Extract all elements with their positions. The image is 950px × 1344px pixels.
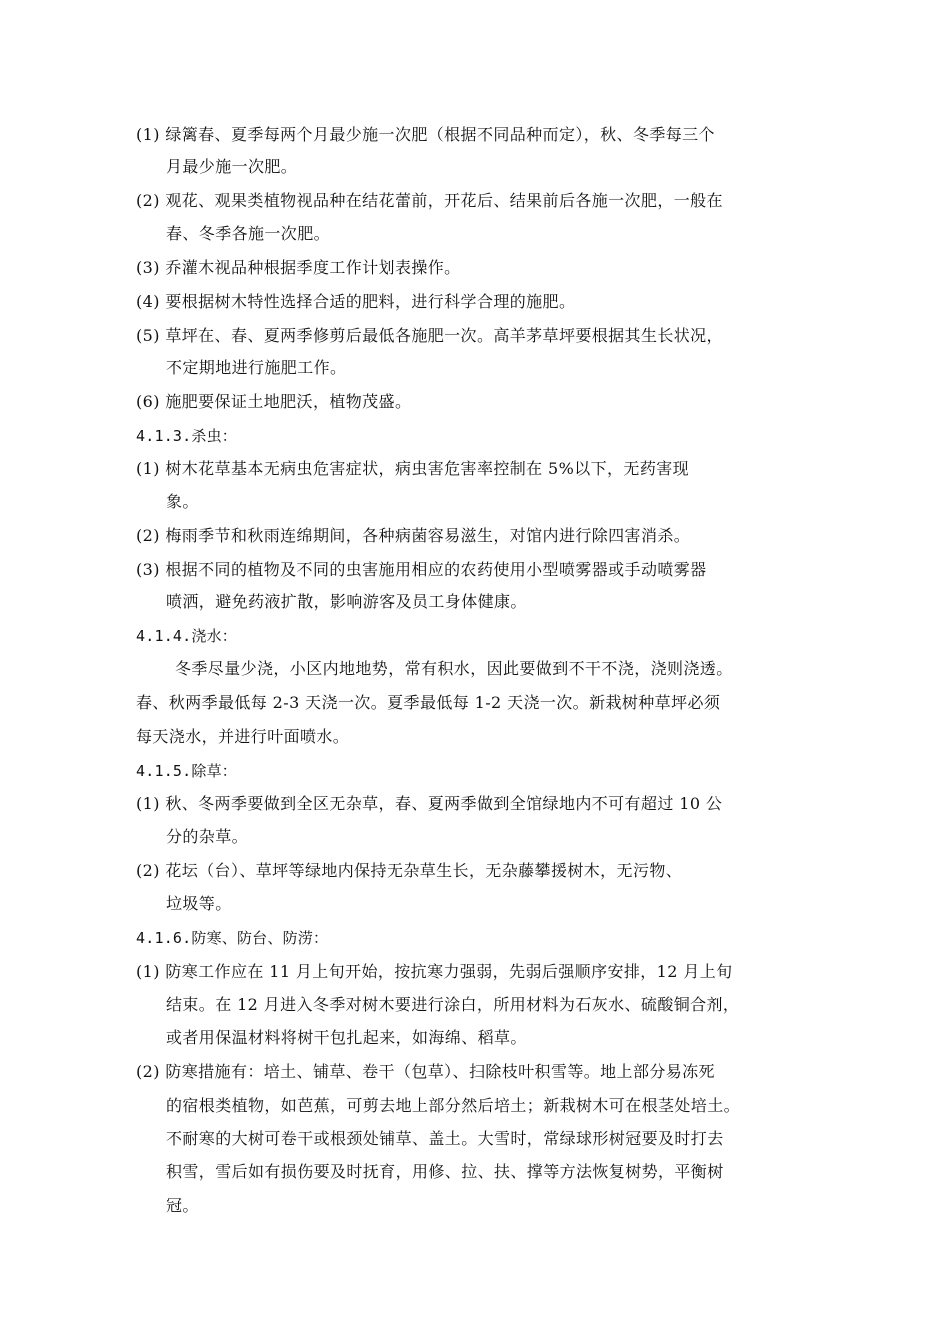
text-line: (5) 草坪在、春、夏两季修剪后最低各施肥一次。高羊茅草坪要根据其生长状况， [136, 326, 723, 345]
text-line: (1) 树木花草基本无病虫危害症状，病虫害危害率控制在 5%以下，无药害现 [136, 459, 690, 478]
section-heading: 4.1.5.除草： [136, 762, 237, 780]
text-line: (1) 绿篱春、夏季每两个月最少施一次肥（根据不同品种而定），秋、冬季每三个 [136, 125, 715, 144]
text-line: 春、冬季各施一次肥。 [166, 224, 331, 243]
text-line: 不定期地进行施肥工作。 [166, 358, 347, 377]
text-line: 每天浇水，并进行叶面喷水。 [136, 727, 350, 746]
text-line: 的宿根类植物，如芭蕉，可剪去地上部分然后培土；新栽树木可在根茎处培土。 [166, 1096, 741, 1115]
text-line: (1) 秋、冬两季要做到全区无杂草，春、夏两季做到全馆绿地内不可有超过 10 公 [136, 794, 723, 813]
text-line: 垃圾等。 [166, 894, 232, 913]
text-line: 春、秋两季最低每 2-3 天浇一次。夏季最低每 1-2 天浇一次。新栽树种草坪必须 [136, 693, 721, 712]
text-line: (2) 观花、观果类植物视品种在结花蕾前，开花后、结果前后各施一次肥，一般在 [136, 191, 723, 210]
section-heading: 4.1.6.防寒、防台、防涝： [136, 929, 329, 947]
text-line: 冠。 [166, 1196, 199, 1215]
text-line: (6) 施肥要保证土地肥沃，植物茂盛。 [136, 392, 412, 411]
section-heading: 4.1.3.杀虫： [136, 427, 237, 445]
text-line: 积雪，雪后如有损伤要及时抚育，用修、拉、扶、撑等方法恢复树势，平衡树 [166, 1162, 724, 1181]
text-line: (3) 根据不同的植物及不同的虫害施用相应的农药使用小型喷雾器或手动喷雾器 [136, 560, 707, 579]
text-line: 结束。在 12 月进入冬季对树木要进行涂白，所用材料为石灰水、硫酸铜合剂， [166, 995, 740, 1014]
text-line: (4) 要根据树木特性选择合适的肥料，进行科学合理的施肥。 [136, 292, 576, 311]
text-line: 喷洒，避免药液扩散，影响游客及员工身体健康。 [166, 592, 527, 611]
text-line: 分的杂草。 [166, 827, 249, 846]
text-line: 或者用保温材料将树干包扎起来，如海绵、稻草。 [166, 1028, 527, 1047]
text-line: (2) 梅雨季节和秋雨连绵期间，各种病菌容易滋生，对馆内进行除四害消杀。 [136, 526, 691, 545]
text-line: (3) 乔灌木视品种根据季度工作计划表操作。 [136, 258, 461, 277]
text-line: 月最少施一次肥。 [166, 157, 298, 176]
text-line: 不耐寒的大树可卷干或根颈处铺草、盖土。大雪时，常绿球形树冠要及时打去 [166, 1129, 724, 1148]
text-line: (2) 花坛（台）、草坪等绿地内保持无杂草生长，无杂藤攀援树木，无污物、 [136, 861, 683, 880]
text-line: 象。 [166, 492, 199, 511]
text-line: (2) 防寒措施有：培土、铺草、卷干（包草）、扫除枝叶积雪等。地上部分易冻死 [136, 1062, 715, 1081]
text-line: 冬季尽量少浇，小区内地地势，常有积水，因此要做到不干不浇，浇则浇透。 [175, 659, 733, 678]
section-heading: 4.1.4.浇水： [136, 627, 237, 645]
text-line: (1) 防寒工作应在 11 月上旬开始，按抗寒力强弱，先弱后强顺序安排，12 月上旬 [136, 962, 733, 981]
